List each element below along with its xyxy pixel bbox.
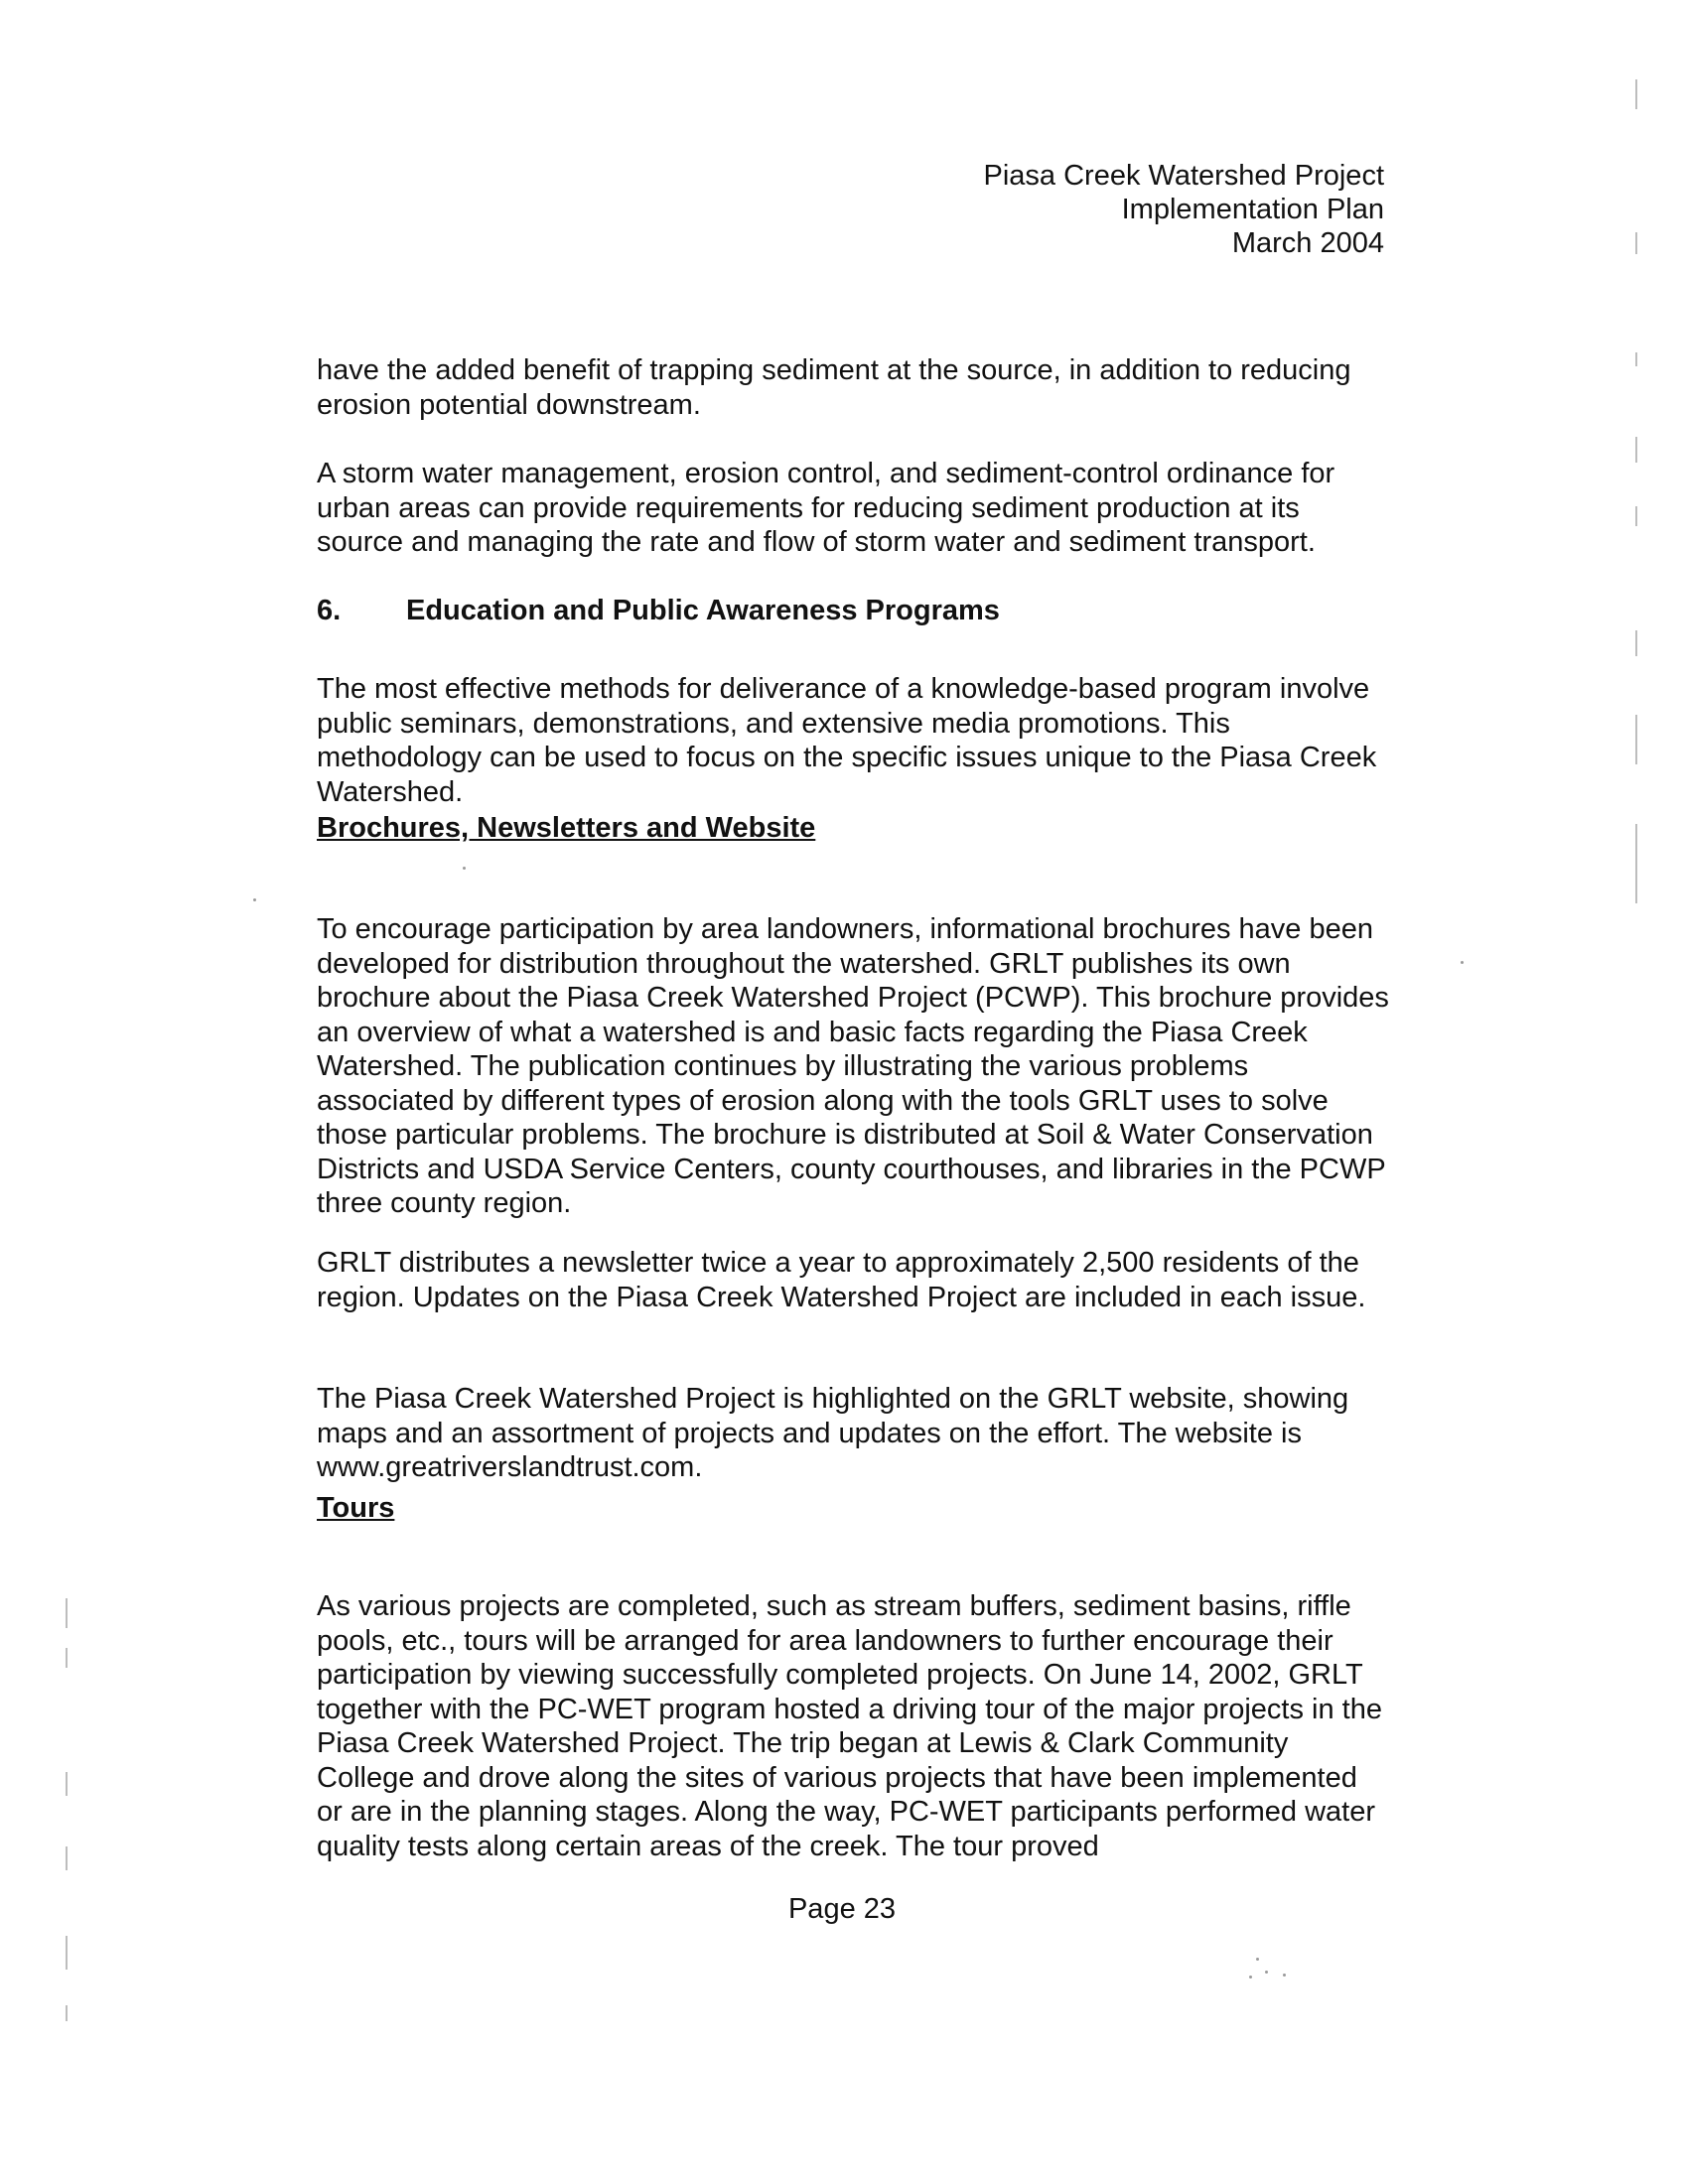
- scan-speck: [66, 1772, 68, 1796]
- header-project-title: Piasa Creek Watershed Project: [983, 160, 1384, 192]
- scan-dot: [253, 898, 256, 901]
- scan-speck: [1635, 79, 1637, 109]
- intro-paragraph: have the added benefit of trapping sediment at the source, in addition to reducing erosion potential downstream.: [317, 354, 1351, 421]
- website-paragraph: The Piasa Creek Watershed Project is highlighted on the GRLT website, showing maps and an assortment of projects and updates on the effort. The website is www.greatriverslandtrust.com.: [317, 1383, 1349, 1483]
- section-6-paragraph: The most effective methods for deliverance of a knowledge-based program involve public seminars, demonstrations, and extensive media promotions. This methodology can be used to focus on the specific issues unique to the Piasa Creek Watershed.: [317, 673, 1377, 808]
- scan-speck: [1635, 715, 1637, 764]
- header-plan-title: Implementation Plan: [1121, 194, 1384, 225]
- brochures-heading: Brochures, Newsletters and Website: [317, 812, 816, 844]
- scan-speck: [1635, 824, 1637, 903]
- scan-dot: [1249, 1976, 1252, 1979]
- scan-dot: [1256, 1958, 1259, 1961]
- ordinance-paragraph: A storm water management, erosion control, and sediment-control ordinance for urban areas can provide requirements for reducing sediment production at its source and managing the rate and flow of storm water and sediment transport.: [317, 458, 1335, 558]
- scan-speck: [1635, 352, 1637, 366]
- scan-speck: [1635, 232, 1637, 254]
- scan-speck: [66, 1846, 68, 1870]
- scan-dot: [463, 867, 466, 870]
- scan-speck: [66, 2005, 68, 2021]
- document-header: [755, 159, 1384, 260]
- scan-speck: [66, 1598, 68, 1628]
- scan-dot: [1283, 1974, 1286, 1977]
- tours-heading: Tours: [317, 1492, 395, 1524]
- scan-speck: [1635, 630, 1637, 656]
- newsletter-paragraph: GRLT distributes a newsletter twice a year to approximately 2,500 residents of the region. Updates on the Piasa Creek Watershed Project are included in each issue.: [317, 1247, 1366, 1313]
- scan-dot: [1265, 1971, 1268, 1974]
- scan-dot: [1461, 961, 1464, 964]
- section-6-heading: [317, 594, 1389, 627]
- scan-speck: [1635, 506, 1637, 526]
- tours-paragraph: As various projects are completed, such as stream buffers, sediment basins, riffle pools, etc., tours will be arranged for area landowners to further encourage their participation by viewing successfully completed projects. On June 14, 2002, GRLT together with the PC-WET program hosted a driving tour of the major projects in the Piasa Creek Watershed Project. The trip began at Lewis & Clark Community College and drove along the sites of various projects that have been implemented or are in the planning stages. Along the way, PC-WET participants performed water quality tests along certain areas of the creek. The tour proved: [317, 1590, 1382, 1862]
- scan-speck: [66, 1648, 68, 1668]
- page-number: Page 23: [787, 1893, 897, 1925]
- section-6-title: Education and Public Awareness Programs: [406, 595, 1000, 626]
- scan-speck: [66, 1936, 68, 1970]
- scan-speck: [1635, 437, 1637, 463]
- header-date: March 2004: [1231, 227, 1384, 259]
- brochures-paragraph: To encourage participation by area landowners, informational brochures have been developed for distribution throughout the watershed. GRLT publishes its own brochure about the Piasa Creek Watershed Project (PCWP). This brochure provides an overview of what a watershed is and basic facts regarding the Piasa Creek Watershed. The publication continues by illustrating the various problems associated by different types of erosion along with the tools GRLT uses to solve those particular problems. The brochure is distributed at Soil & Water Conservation Districts and USDA Service Centers, county courthouses, and libraries in the PCWP three county region.: [317, 913, 1389, 1219]
- section-6-number: 6.: [317, 595, 342, 626]
